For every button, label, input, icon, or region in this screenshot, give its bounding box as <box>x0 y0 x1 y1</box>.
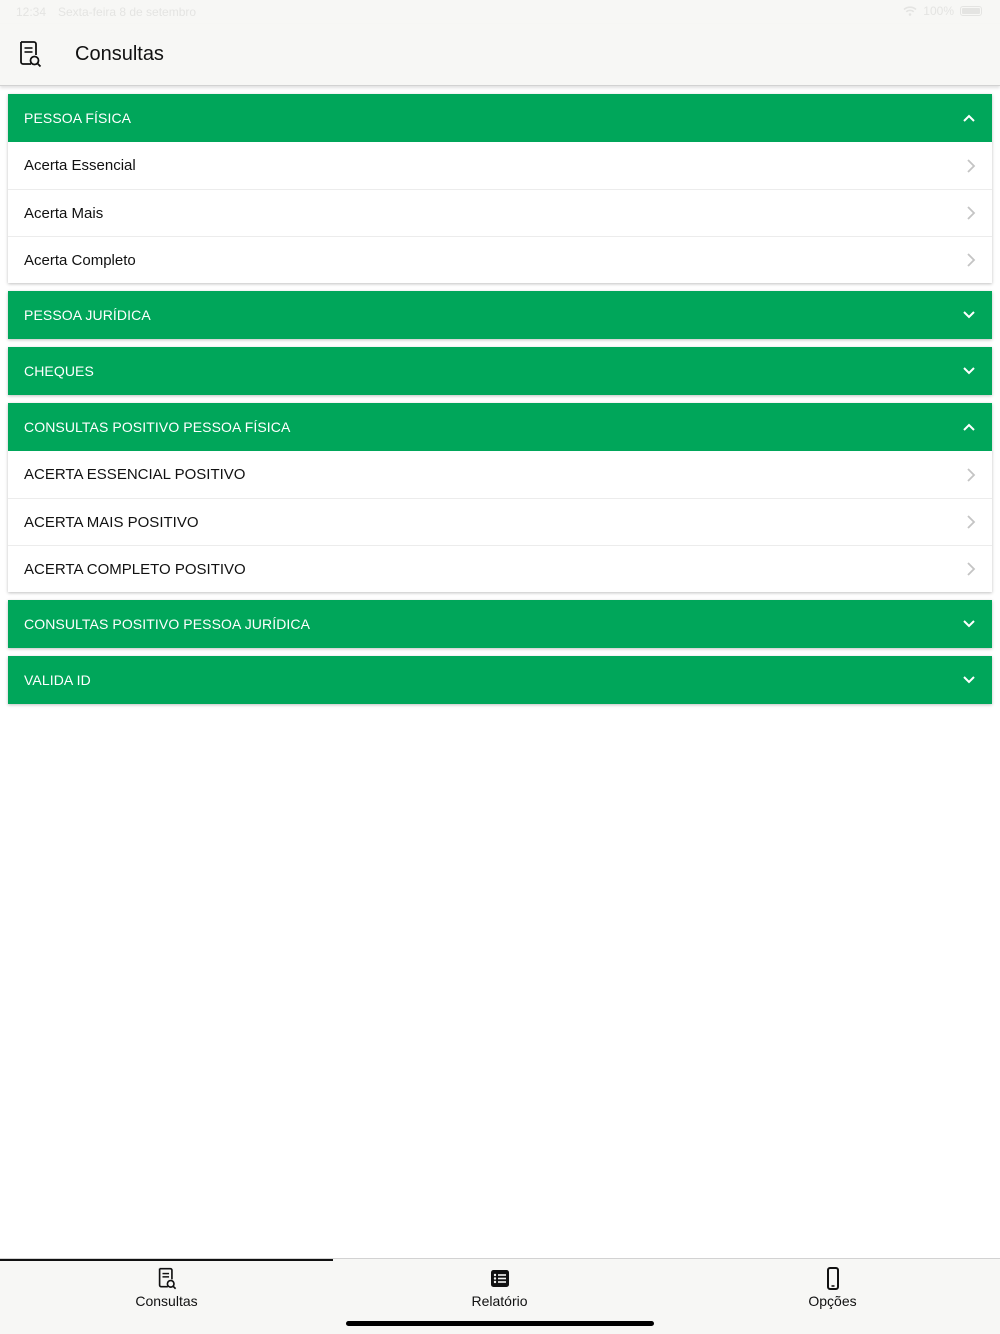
page-title: Consultas <box>75 43 164 65</box>
section-items <box>8 142 992 283</box>
list-item-acerta-essencial-positivo[interactable] <box>8 451 992 498</box>
chevron-down-icon <box>962 617 976 631</box>
chevron-right-icon <box>966 159 976 173</box>
section-title: VALIDA ID <box>24 672 91 688</box>
chevron-down-icon <box>962 364 976 378</box>
chevron-up-icon <box>962 111 976 125</box>
list-item-label: ACERTA ESSENCIAL POSITIVO <box>24 466 246 483</box>
list-item-label: ACERTA MAIS POSITIVO <box>24 513 199 531</box>
list-item-acerta-completo[interactable] <box>8 236 992 283</box>
section-items <box>8 451 992 592</box>
section-title: PESSOA FÍSICA <box>24 110 132 126</box>
chevron-down-icon <box>962 673 976 687</box>
tab-label: Opções <box>808 1293 857 1309</box>
section-header-consultas-positivo-pj[interactable] <box>8 600 992 648</box>
status-indicators <box>903 4 982 18</box>
sections-list <box>8 94 992 712</box>
tab-opcoes[interactable] <box>666 1267 999 1309</box>
section-header-pessoa-fisica[interactable] <box>8 94 992 142</box>
chevron-right-icon <box>966 206 976 220</box>
tab-label: Consultas <box>135 1293 198 1309</box>
battery-icon <box>960 6 982 16</box>
list-item-acerta-mais[interactable] <box>8 189 992 236</box>
chevron-down-icon <box>962 308 976 322</box>
chevron-right-icon <box>966 562 976 576</box>
battery-percent: 100% <box>923 4 954 18</box>
section-header-pessoa-juridica[interactable] <box>8 291 992 339</box>
section-cheques <box>8 347 992 395</box>
section-consultas-positivo-pf <box>8 403 992 592</box>
active-tab-indicator <box>0 1259 333 1261</box>
chevron-right-icon <box>966 253 976 267</box>
section-title: CONSULTAS POSITIVO PESSOA JURÍDICA <box>24 616 311 632</box>
list-item-label: ACERTA COMPLETO POSITIVO <box>24 560 246 578</box>
status-date: Sexta-feira 8 de setembro <box>58 5 197 19</box>
section-valida-id <box>8 656 992 704</box>
tab-relatorio[interactable] <box>333 1267 666 1309</box>
list-icon <box>490 1267 510 1290</box>
tab-label: Relatório <box>471 1293 528 1309</box>
section-header-consultas-positivo-pf[interactable] <box>8 403 992 451</box>
section-consultas-positivo-pj <box>8 600 992 648</box>
list-item-label: Acerta Essencial <box>24 157 136 174</box>
chevron-right-icon <box>966 515 976 529</box>
tab-consultas[interactable] <box>0 1267 333 1309</box>
list-item-acerta-essencial[interactable] <box>8 142 992 189</box>
list-item-label: Acerta Mais <box>24 204 104 222</box>
section-header-valida-id[interactable] <box>8 656 992 704</box>
chevron-up-icon <box>962 420 976 434</box>
chevron-right-icon <box>966 468 976 482</box>
section-pessoa-fisica <box>8 94 992 283</box>
document-search-icon[interactable] <box>18 40 42 68</box>
section-pessoa-juridica <box>8 291 992 339</box>
status-bar <box>0 0 1000 24</box>
list-item-label: Acerta Completo <box>24 251 136 269</box>
section-title: CHEQUES <box>24 363 94 379</box>
section-title: PESSOA JURÍDICA <box>24 307 151 323</box>
list-item-acerta-completo-positivo[interactable] <box>8 545 992 592</box>
phone-icon <box>823 1267 843 1290</box>
status-time: 12:34 <box>16 5 47 19</box>
list-item-acerta-mais-positivo[interactable] <box>8 498 992 545</box>
top-header <box>0 24 1000 86</box>
home-indicator[interactable] <box>346 1321 654 1326</box>
section-header-cheques[interactable] <box>8 347 992 395</box>
section-title: CONSULTAS POSITIVO PESSOA FÍSICA <box>24 419 291 435</box>
document-search-icon <box>157 1267 177 1290</box>
wifi-icon <box>903 6 917 16</box>
